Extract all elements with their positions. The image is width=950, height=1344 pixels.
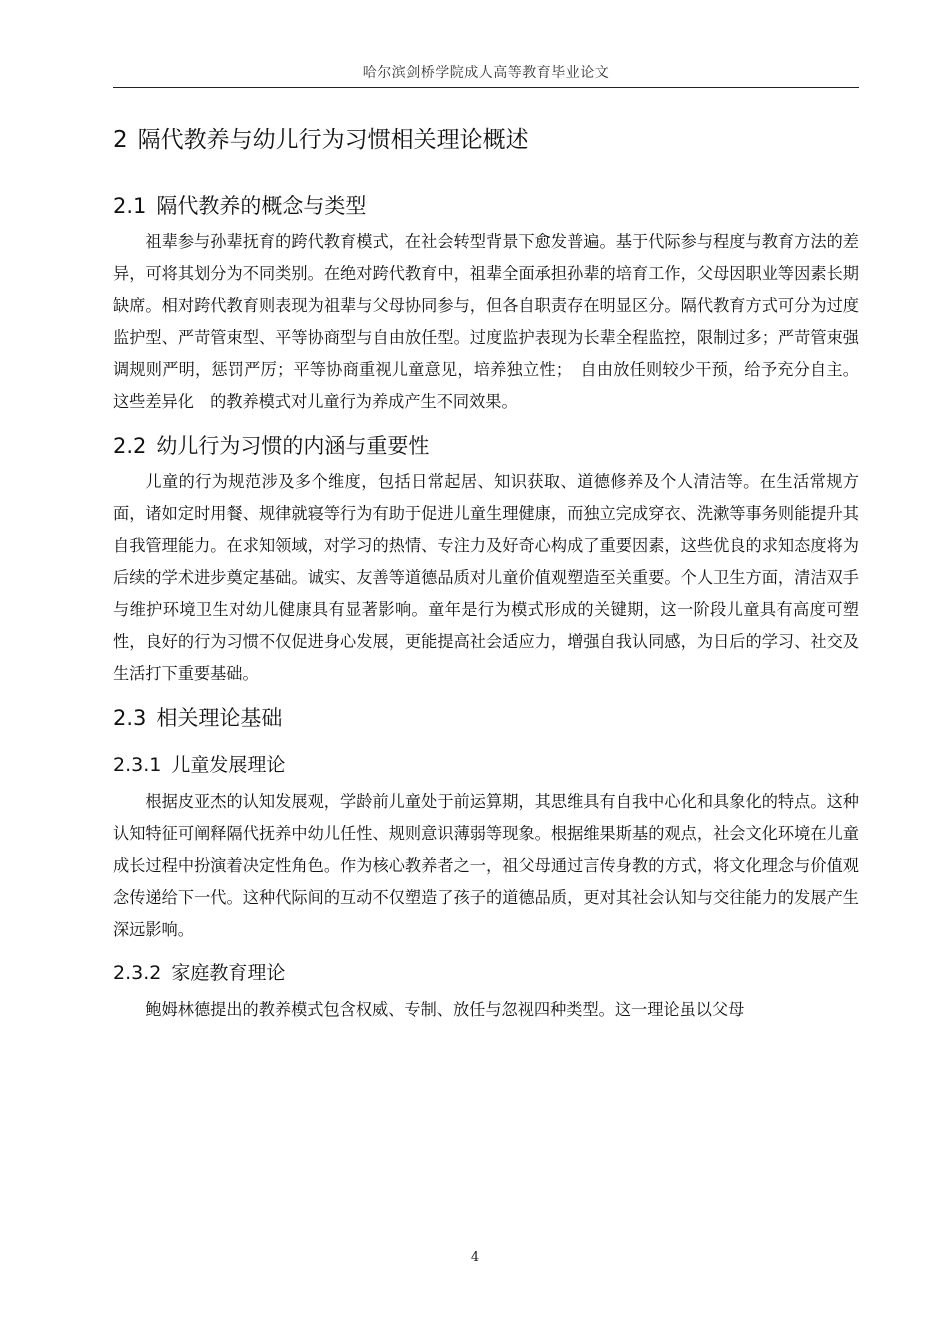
chapter-heading — [113, 118, 859, 162]
page-content — [113, 118, 859, 1034]
running-header: 哈尔滨剑桥学院成人高等教育毕业论文 — [362, 65, 610, 81]
subsection-number: 2.3.2 — [113, 962, 162, 984]
section-heading-2-1 — [113, 186, 859, 226]
section-title: 幼儿行为习惯的内涵与重要性 — [156, 434, 430, 458]
section-title: 隔代教养的概念与类型 — [156, 194, 367, 218]
subsection-title: 儿童发展理论 — [171, 754, 286, 776]
section-heading-2-3 — [113, 698, 859, 738]
section-number: 2.3 — [113, 706, 147, 730]
section-2-2-paragraph: 儿童的行为规范涉及多个维度，包括日常起居、知识获取、道德修养及个人清洁等。在生活常规方面，诸如定时用餐、规律就寝等行为有助于促进儿童生理健康，而独立完成穿衣、洗漱等事务则能提升其自我管理能力。在求知领域，对学习的热情、专注力及好奇心构成了重要因素，这些优良的求知态度将为后续的学术进步奠定基础。诚实、友善等道德品质对儿童价值观塑造至关重要。个人卫生方面，清洁双手与维护环境卫生对幼儿健康具有显著影响。童年是行为模式形成的关键期，这一阶段儿童具有高度可塑性，良好的行为习惯不仅促进身心发展，更能提高社会适应力，增强自我认同感，为日后的学习、社交及生活打下重要基础。 — [113, 472, 859, 683]
section-number: 2.1 — [113, 194, 147, 218]
section-2-1-paragraph: 祖辈参与孙辈抚育的跨代教育模式，在社会转型背景下愈发普遍。基于代际参与程度与教育方法的差异，可将其划分为不同类别。在绝对跨代教育中，祖辈全面承担孙辈的培育工作，父母因职业等因素长期缺席。相对跨代教育则表现为祖辈与父母协同参与，但各自职责存在明显区分。隔代教育方式可分为过度监护型、严苛管束型、平等协商型与自由放任型。过度监护表现为长辈全程监控，限制过多；严苛管束强调规则严明，惩罚严厉；平等协商重视儿童意见，培养独立性； 自由放任则较少干预，给予充分自主。这些差异化 的教养模式对儿童行为养成产生不同效果。 — [113, 232, 859, 411]
page-number: 4 — [470, 1250, 480, 1265]
header-rule — [113, 87, 859, 88]
section-heading-2-2 — [113, 426, 859, 466]
chapter-number: 2 — [113, 127, 128, 153]
subsection-heading-2-3-2 — [113, 954, 859, 992]
section-number: 2.2 — [113, 434, 147, 458]
subsection-number: 2.3.1 — [113, 754, 162, 776]
subsection-title: 家庭教育理论 — [171, 962, 286, 984]
chapter-title: 隔代教养与幼儿行为习惯相关理论概述 — [137, 127, 529, 153]
subsection-heading-2-3-1 — [113, 746, 859, 784]
section-title: 相关理论基础 — [156, 706, 283, 730]
subsection-2-3-2-paragraph: 鲍姆林德提出的教养模式包含权威、专制、放任与忽视四种类型。这一理论虽以父母 — [145, 1000, 745, 1019]
subsection-2-3-1-paragraph: 根据皮亚杰的认知发展观，学龄前儿童处于前运算期，其思维具有自我中心化和具象化的特点。这种认知特征可阐释隔代抚养中幼儿任性、规则意识薄弱等现象。根据维果斯基的观点，社会文化环境在儿童成长过程中扮演着决定性角色。作为核心教养者之一，祖父母通过言传身教的方式，将文化理念与价值观念传递给下一代。这种代际间的互动不仅塑造了孩子的道德品质，更对其社会认知与交往能力的发展产生深远影响。 — [113, 792, 859, 939]
